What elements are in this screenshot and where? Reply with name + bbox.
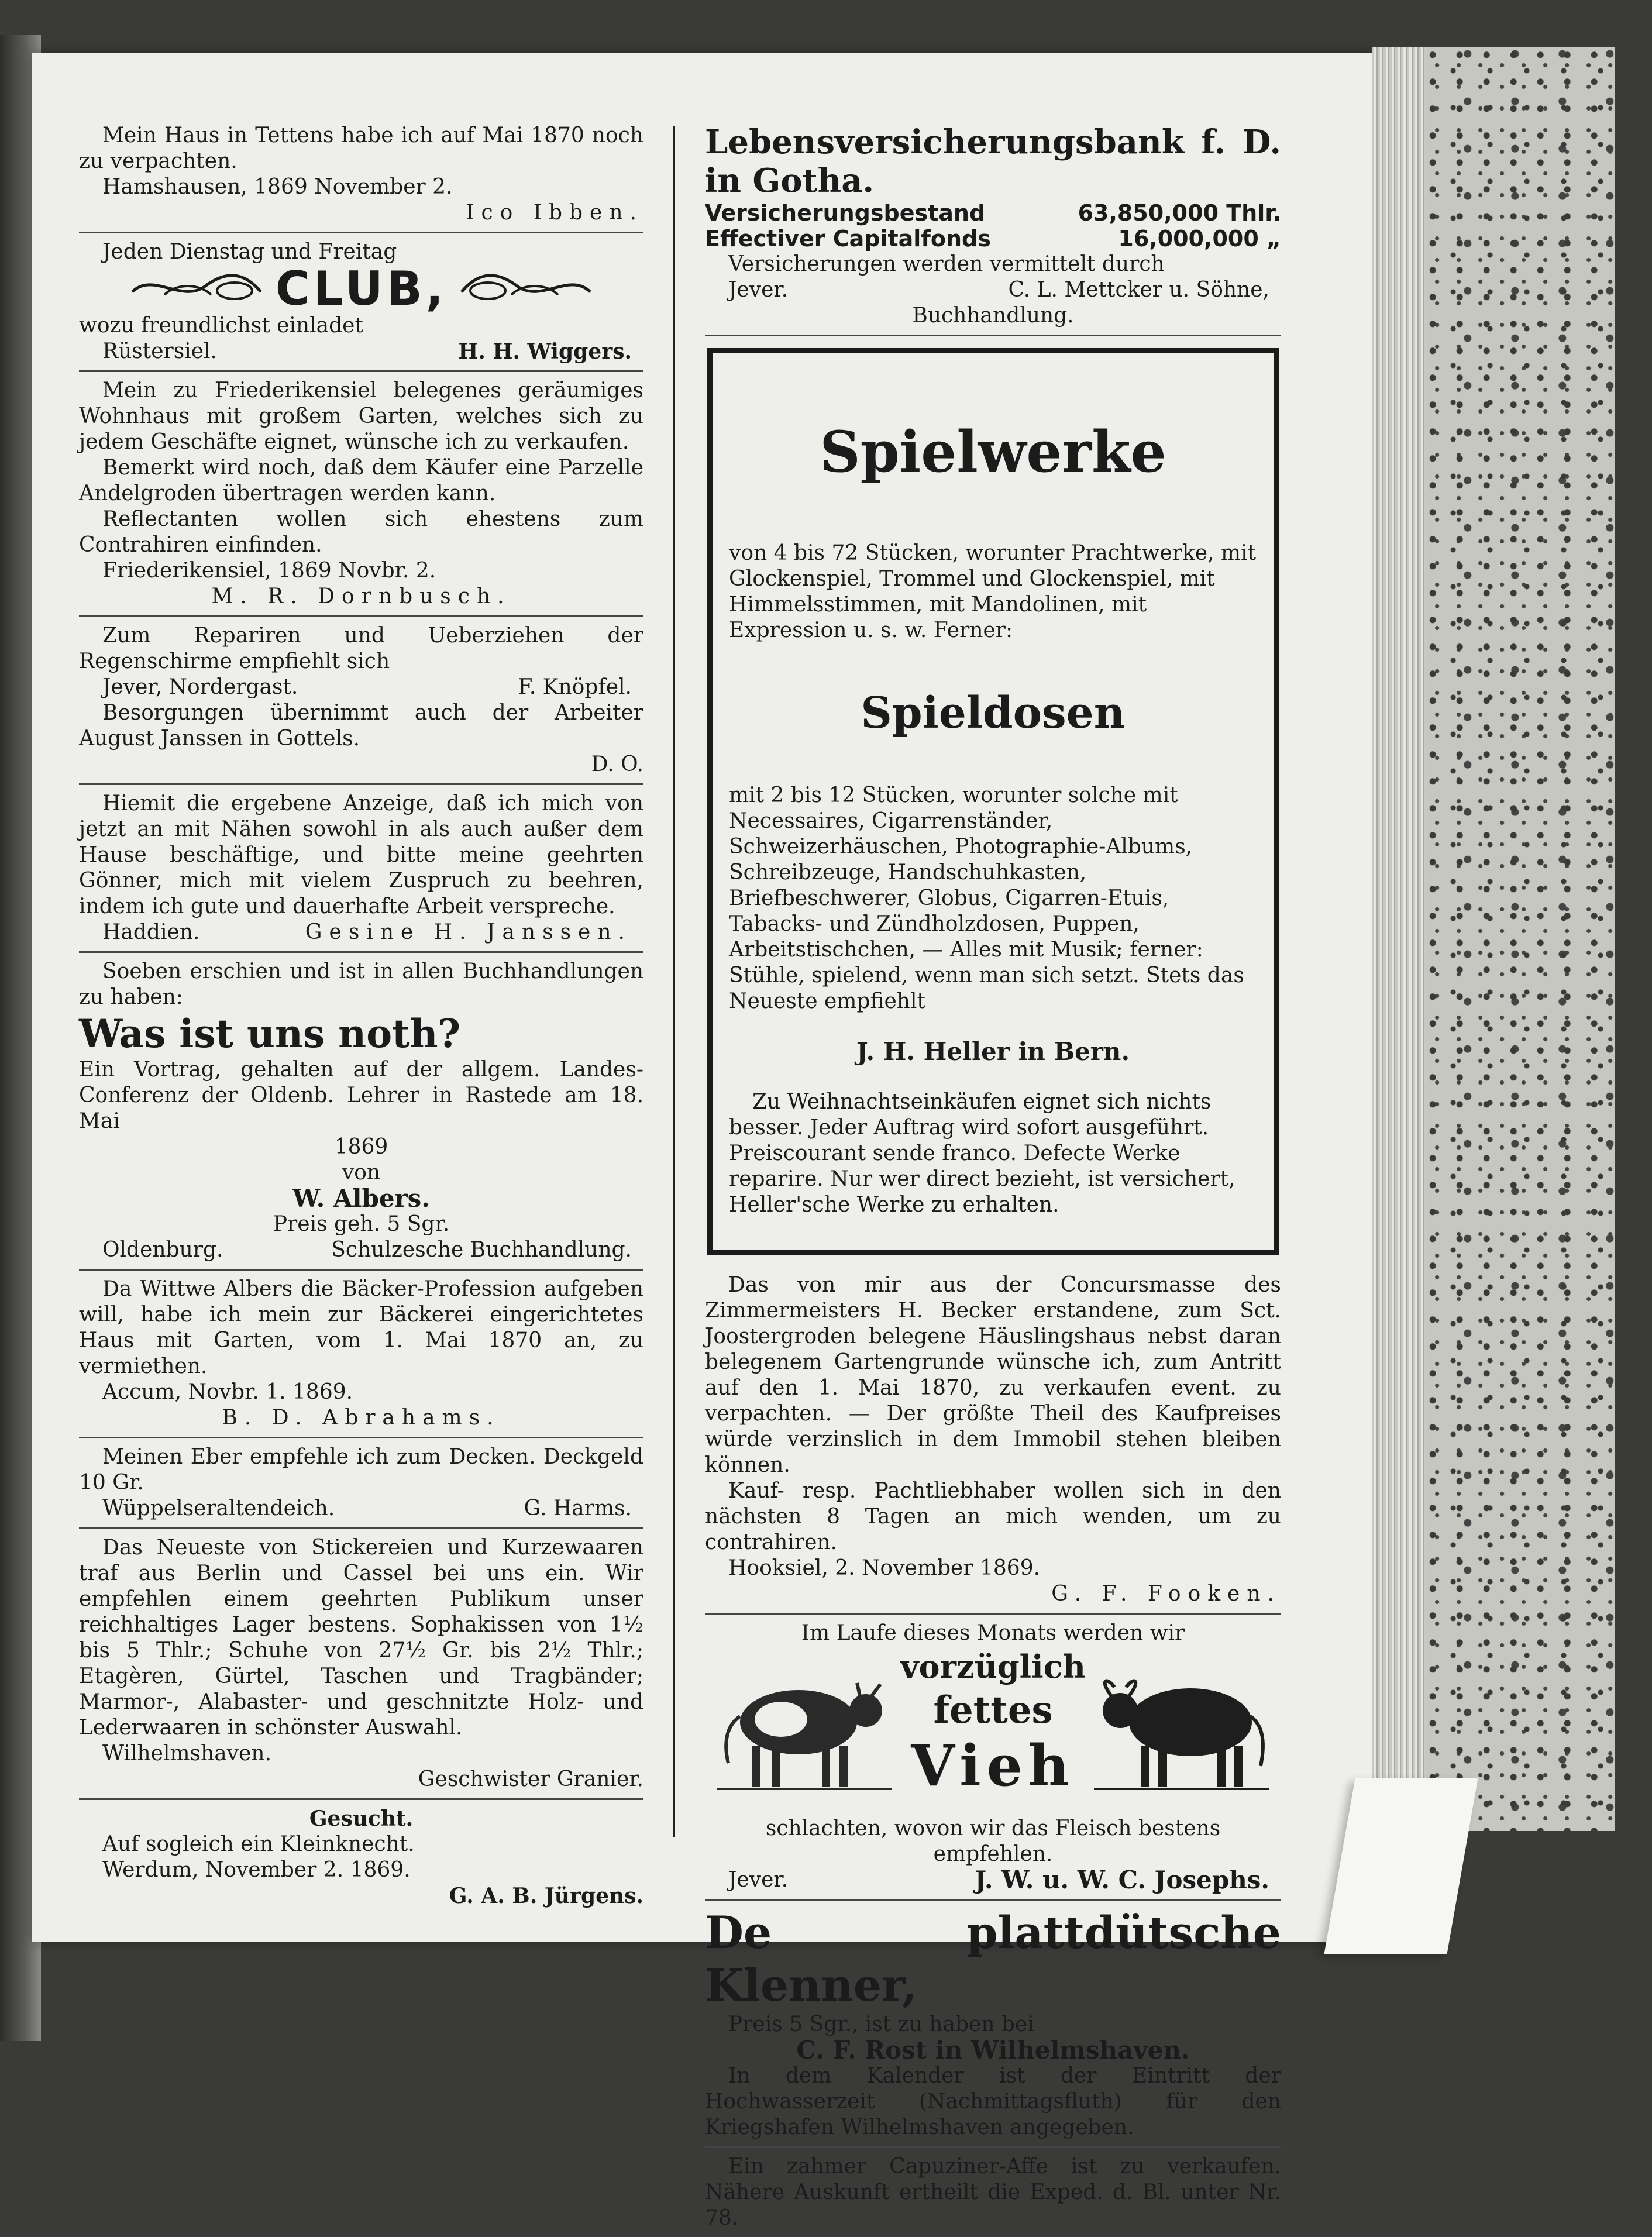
- ad-text: Zu Weihnachtseinkäufen eignet sich nichts besser. Jeder Auftrag wird sofort ausgeführt. Preiscourant sende franco. Defecte Werke reparire. Nur wer direct bezieht, ist versichert, Heller'sche Werke zu erhalten.: [729, 1090, 1235, 1217]
- ad-place-date: Friederikensiel, 1869 Novbr. 2.: [102, 559, 436, 583]
- ad-boar: [79, 1438, 643, 1529]
- ad-text: Soeben erschien und ist in allen Buchhandlungen zu haben:: [79, 959, 643, 1009]
- left-column: [79, 117, 643, 1915]
- ad-text: mit 2 bis 12 Stücken, worunter solche mit Necessaires, Cigarrenständer, Schweizerhäuschen, Photographie-Albums, Schreibzeuge, Handschuhkasten, Briefbeschwerer, Globus, Cigarren-Etuis, Tabacks- und Zündholzdosen, Puppen, Arbeitstischchen, — Alles mit Musik; ferner: Stühle, spielend, wenn man sich setzt. Stets das Neueste empfiehlt: [729, 783, 1244, 1013]
- ad-signature: Ico Ibben.: [466, 201, 643, 225]
- book-von: von: [342, 1161, 381, 1185]
- ad-music-boxes: [707, 348, 1279, 1255]
- ad-signature: G. F. Fooken.: [1051, 1582, 1281, 1606]
- ad-place-date: Hamshausen, 1869 November 2.: [102, 175, 453, 199]
- ad-footer: [79, 920, 643, 945]
- ad-place: Jever, Nordergast.: [102, 675, 298, 699]
- ad-signature: H. H. Wiggers.: [458, 339, 632, 364]
- ad-text: Kauf- resp. Pachtliebhaber wollen sich in den nächsten 8 Tagen an mich wenden, um zu contrahiren.: [705, 1479, 1281, 1554]
- ad-place-date: Accum, Novbr. 1. 1869.: [102, 1380, 353, 1404]
- ad-footer: [705, 277, 1281, 303]
- book-author: W. Albers.: [292, 1184, 430, 1213]
- book-price: Preis geh. 5 Sgr.: [273, 1212, 450, 1236]
- ad-text: Bemerkt wird noch, daß dem Käufer eine Parzelle Andelgroden übertragen werden kann.: [79, 456, 643, 505]
- ad-place: Rüstersiel.: [102, 339, 217, 363]
- cattle-illustration: [705, 1646, 1281, 1816]
- insurance-value: 63,850,000 Thlr.: [1078, 200, 1281, 226]
- book-year: 1869: [334, 1135, 388, 1159]
- ad-signature: Gesine H. Janssen.: [305, 920, 632, 944]
- ad-place-date: Hooksiel, 2. November 1869.: [728, 1556, 1041, 1580]
- ad-text: Meinen Eber empfehle ich zum Decken. Deckgeld 10 Gr.: [79, 1445, 643, 1495]
- insurance-row: [705, 226, 1281, 252]
- column-divider: [673, 126, 675, 1837]
- flourish-right-icon: [459, 269, 593, 309]
- ad-text: Reflectanten wollen sich ehestens zum Contrahiren einfinden.: [79, 507, 643, 557]
- right-column: [705, 117, 1281, 2237]
- ad-text: schlachten, wovon wir das Fleisch bestens empfehlen.: [765, 1816, 1221, 1866]
- flourish-left-icon: [129, 269, 264, 309]
- ad-text: Auf sogleich ein Kleinknecht.: [102, 1832, 415, 1856]
- ad-title: Gesucht.: [309, 1806, 414, 1831]
- ad-footer: [79, 1496, 643, 1522]
- boxed-seller: J. H. Heller in Bern.: [856, 1037, 1130, 1066]
- club-word: CLUB,: [275, 261, 448, 316]
- ad-signature: B. D. Abrahams.: [222, 1406, 501, 1430]
- ad-signature: G. A. B. Jürgens.: [449, 1884, 643, 1908]
- ad-text: Da Wittwe Albers die Bäcker-Profession aufgeben will, habe ich mein zur Bäckerei eingerichtetes Haus mit Garten, vom 1. Mai 1870 an, zu vermiethen.: [79, 1277, 643, 1378]
- ad-text: Jeden Dienstag und Freitag: [102, 240, 397, 264]
- ad-place: Jever.: [728, 278, 789, 302]
- ad-house-friederikensiel: [79, 372, 643, 617]
- ad-text: Besorgungen übernimmt auch der Arbeiter August Janssen in Gottels.: [79, 701, 643, 751]
- ad-place: Wilhelmshaven.: [102, 1742, 271, 1765]
- ad-bakery: [79, 1271, 643, 1438]
- ad-signature: Geschwister Granier.: [418, 1767, 643, 1791]
- ad-text: Preis 5 Sgr., ist zu haben bei: [728, 2012, 1034, 2036]
- ad-place-date: Werdum, November 2. 1869.: [102, 1858, 411, 1882]
- calendar-seller: C. F. Rost in Wilhelmshaven.: [796, 2036, 1190, 2064]
- ad-text: Hiemit die ergebene Anzeige, daß ich mich von jetzt an mit Nähen sowohl in als auch außer dem Hause beschäftige, und bitte meine geehrten Gönner, mich mit vielem Zuspruch zu beehren, indem ich gute und dauerhafte Arbeit verspreche.: [79, 791, 643, 918]
- ad-signature: C. L. Mettcker u. Söhne,: [1008, 278, 1269, 302]
- insurance-value: 16,000,000 „: [1118, 226, 1281, 252]
- club-heading: [79, 261, 643, 316]
- ad-text: Ein zahmer Capuziner-Affe ist zu verkaufen. Nähere Auskunft ertheilt die Exped. d. Bl. unter Nr. 78.: [705, 2155, 1281, 2230]
- ad-book-lecture: [79, 953, 643, 1271]
- ad-place: Jever.: [728, 1868, 789, 1892]
- ad-text: Versicherungen werden vermittelt durch: [728, 252, 1165, 276]
- ad-signature: F. Knöpfel.: [518, 675, 632, 699]
- ad-club: [79, 233, 643, 372]
- ad-place: Wüppelseraltendeich.: [102, 1496, 335, 1520]
- ad-footer: [79, 1237, 643, 1263]
- ad-text: Das von mir aus der Concursmasse des Zimmermeisters H. Becker erstandene, zum Sct. Joostergroden belegene Häuslingshaus nebst daran belegenem Gartengrunde wünsche ich, zum Antritt auf den 1. Mai 1870, zu verkaufen event. zu verpachten. — Der größte Theil des Kaufpreises würde verzinslich in dem Immobil stehen bleiben können.: [705, 1273, 1281, 1477]
- book-cover-board: [1427, 47, 1615, 1831]
- ad-house-hooksiel: [705, 1267, 1281, 1615]
- ad-text: Mein zu Friederikensiel belegenes geräumiges Wohnhaus mit großem Garten, welches sich zu jedem Geschäfte eignet, wünsche ich zu verkaufen.: [79, 378, 643, 454]
- ad-initials: D. O.: [591, 752, 643, 776]
- ad-house-tettens: [79, 117, 643, 233]
- ad-footer: [705, 1867, 1281, 1893]
- boxed-title: Spielwerke: [820, 419, 1166, 485]
- ad-publisher: Schulzesche Buchhandlung.: [331, 1238, 632, 1262]
- ad-signature-sub: Buchhandlung.: [912, 304, 1074, 328]
- ad-text: Ein Vortrag, gehalten auf der allgem. Landes-Conferenz der Oldenb. Lehrer in Rastede am 18. Mai: [79, 1058, 643, 1133]
- ad-signature: J. W. u. W. C. Josephs.: [975, 1866, 1269, 1894]
- page-edges: [1372, 47, 1427, 1831]
- ad-signature: G. Harms.: [524, 1496, 632, 1520]
- insurance-row: [705, 200, 1281, 226]
- insurance-label: Versicherungsbestand: [705, 200, 986, 226]
- ox-icon: [1094, 1664, 1269, 1798]
- ad-farmhand-wanted: [79, 1800, 643, 1915]
- ad-text: von 4 bis 72 Stücken, worunter Prachtwerke, mit Glockenspiel, Trommel und Glockenspiel, mit Himmelsstimmen, mit Mandolinen, mit Expression u. s. w. Ferner:: [729, 541, 1257, 642]
- ad-text: Das Neueste von Stickereien und Kurzewaaren traf aus Berlin und Cassel bei uns ein. Wir empfehlen einem geehrten Publikum unser reichhaltiges Lager bestens. Sophakissen von 1½ bis 5 Thlr.; Schuhe von 27½ Gr. bis 2½ Thlr.; Etagèren, Gürtel, Taschen und Tragbänder; Marmor-, Alabaster- und geschnitzte Holz- und Lederwaaren in schönster Auswahl.: [79, 1536, 643, 1740]
- ad-text: Mein Haus in Tettens habe ich auf Mai 1870 noch zu verpachten.: [79, 123, 643, 173]
- insurance-title: Lebensversicherungsbank f. D. in Gotha.: [705, 123, 1281, 200]
- ad-text: Zum Repariren und Ueberziehen der Regenschirme empfiehlt sich: [79, 624, 643, 673]
- ad-signature: M. R. Dornbusch.: [211, 584, 511, 608]
- ad-umbrella-repair: [79, 617, 643, 785]
- ad-text: Im Laufe dieses Monats werden wir: [801, 1621, 1185, 1645]
- ad-calendar: [705, 1901, 1281, 2148]
- ad-footer: [79, 339, 643, 364]
- calendar-title: De plattdütsche Klenner,: [705, 1906, 1281, 2011]
- ad-embroidery: [79, 1529, 643, 1800]
- cattle-word-2: fettes: [933, 1688, 1053, 1732]
- ad-cattle: [705, 1615, 1281, 1901]
- ad-text: wozu freundlichst einladet: [79, 314, 363, 338]
- boxed-subtitle: Spieldosen: [861, 688, 1126, 738]
- ad-sewing: [79, 785, 643, 953]
- cattle-word-3: Vieh: [911, 1733, 1075, 1799]
- insurance-label: Effectiver Capitalfonds: [705, 226, 991, 252]
- book-title: Was ist uns noth?: [79, 1011, 461, 1056]
- ad-text: In dem Kalender ist der Eintritt der Hochwasserzeit (Nachmittagsfluth) für den Kriegshafen Wilhelmshaven angegeben.: [705, 2064, 1281, 2139]
- cattle-word-1: vorzüglich: [900, 1648, 1086, 1685]
- ad-insurance: [705, 117, 1281, 336]
- ad-place: Haddien.: [102, 920, 200, 944]
- ad-footer: [79, 674, 643, 700]
- ad-place: Oldenburg.: [102, 1238, 223, 1262]
- ad-monkey: [705, 2148, 1281, 2237]
